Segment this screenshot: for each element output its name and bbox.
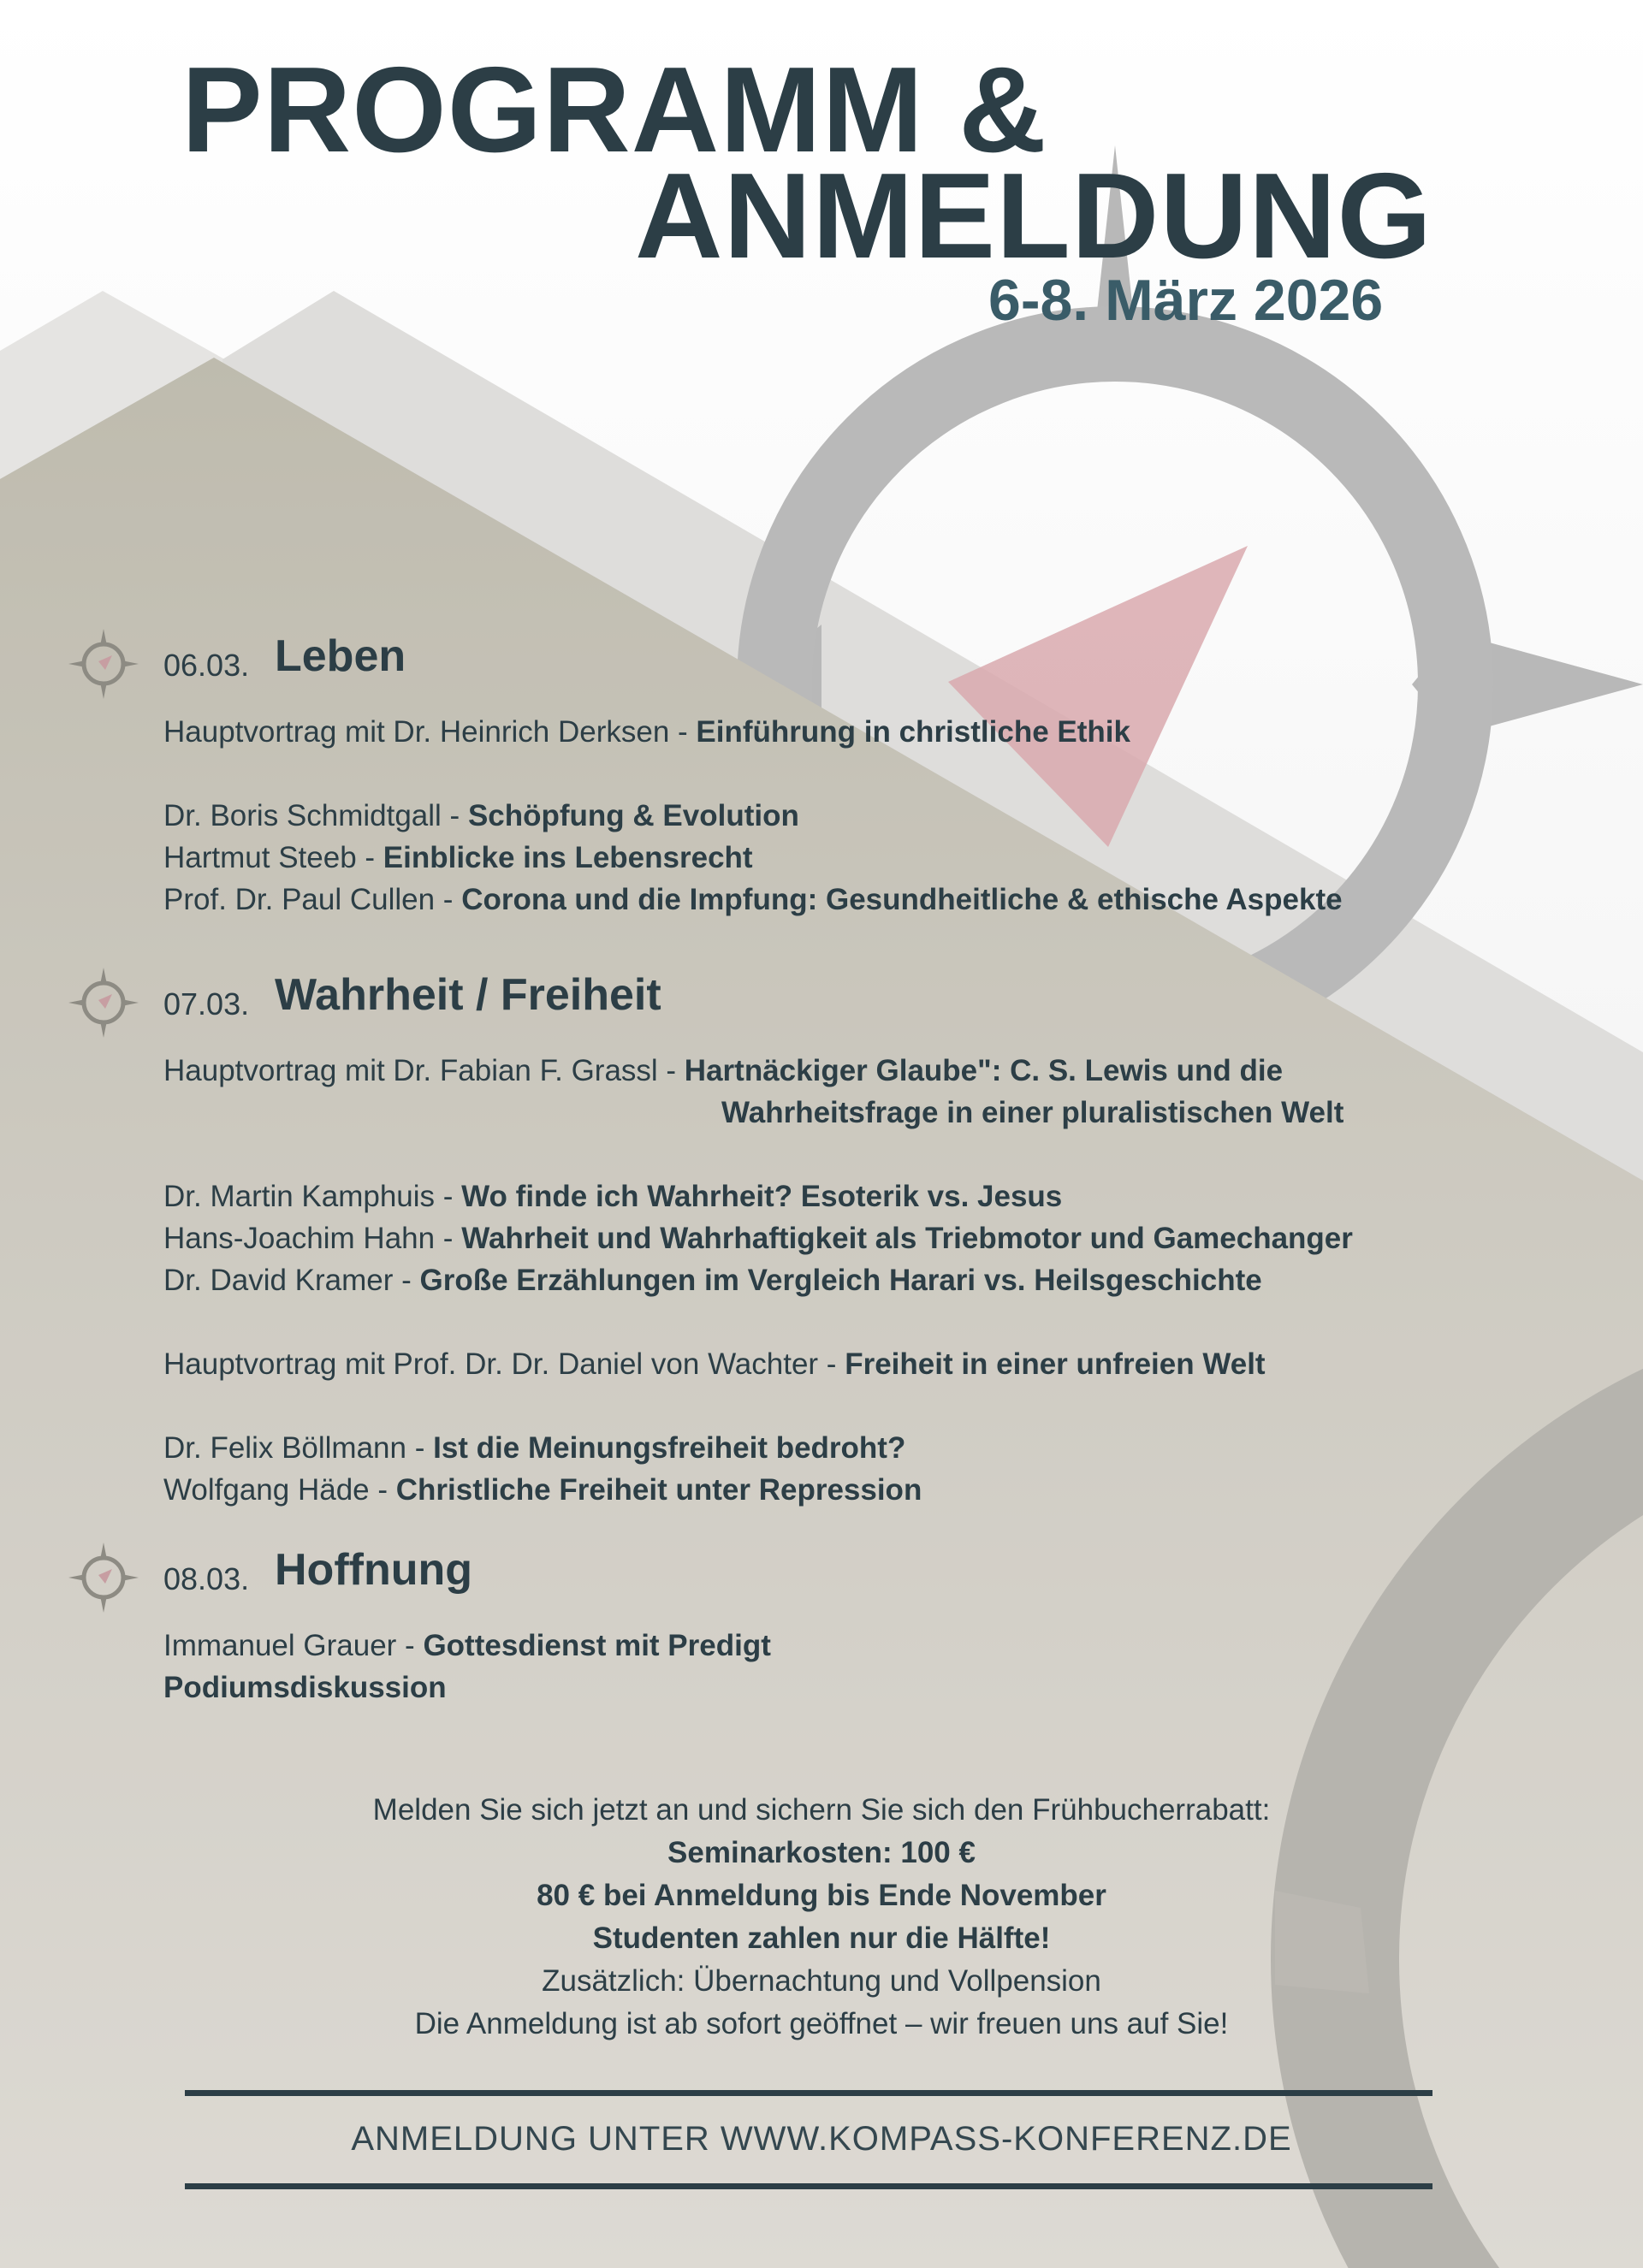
student-discount: Studenten zahlen nur die Hälfte!	[592, 1922, 1051, 1955]
compass-icon	[67, 966, 140, 1039]
seminar-item	[163, 1259, 1601, 1301]
seminar-cost: Seminarkosten: 100 €	[667, 1836, 976, 1869]
panel-item	[163, 1667, 1601, 1708]
speaker: Dr. Felix Böllmann -	[163, 1431, 434, 1465]
speaker: Hauptvortrag mit Dr. Heinrich Derksen -	[163, 715, 697, 749]
day-section-2	[67, 966, 1607, 1507]
talk-title: Schöpfung & Evolution	[467, 799, 799, 832]
talk-title: Freiheit in einer unfreien Welt	[845, 1347, 1266, 1381]
speaker: Wolfgang Häde -	[163, 1473, 396, 1507]
speaker: Hauptvortrag mit Prof. Dr. Dr. Daniel von Wachter -	[163, 1347, 845, 1381]
day-date: 08.03.	[163, 1561, 250, 1596]
event-dates: 6-8. März 2026	[988, 268, 1384, 333]
registration-open-note: Die Anmeldung ist ab sofort geöffnet – wir freuen uns auf Sie!	[414, 2007, 1229, 2040]
speaker: Hauptvortrag mit Dr. Fabian F. Grassl -	[163, 1054, 685, 1087]
speaker: Dr. Martin Kamphuis -	[163, 1180, 462, 1213]
service-item	[163, 1625, 1601, 1667]
speaker: Dr. David Kramer -	[163, 1264, 420, 1297]
keynote-item	[163, 1050, 1601, 1092]
day-title: Leben	[275, 631, 406, 681]
talk-title: Wo finde ich Wahrheit? Esoterik vs. Jesus	[461, 1180, 1063, 1213]
day-title: Hoffnung	[275, 1545, 473, 1595]
talk-list	[163, 711, 1601, 921]
seminar-item	[163, 1427, 1601, 1469]
keynote-item	[163, 711, 1601, 753]
page-title-line2: ANMELDUNG	[635, 148, 1432, 284]
talk-title: Einblicke ins Lebensrecht	[383, 841, 753, 874]
extras-note: Zusätzlich: Übernachtung und Vollpension	[542, 1964, 1101, 1998]
registration-link[interactable]: ANMELDUNG UNTER WWW.KOMPASS-KONFERENZ.DE	[351, 2120, 1292, 2158]
compass-icon	[67, 627, 140, 701]
talk-title: Wahrheit und Wahrhaftigkeit als Triebmotor und Gamechanger	[461, 1222, 1353, 1255]
talk-title: Wahrheitsfrage in einer pluralistischen Welt	[721, 1096, 1344, 1129]
talk-title: Große Erzählungen im Vergleich Harari vs. Heilsgeschichte	[419, 1264, 1262, 1297]
page-title-line1: PROGRAMM &	[181, 42, 1047, 178]
seminar-item	[163, 795, 1601, 837]
speaker: Dr. Boris Schmidtgall -	[163, 799, 468, 832]
registration-info	[0, 1789, 1643, 2046]
talk-title: Corona und die Impfung: Gesundheitliche & ethische Aspekte	[461, 883, 1343, 916]
talk-title: Gottesdienst mit Predigt	[423, 1629, 771, 1662]
divider-top	[185, 2090, 1432, 2096]
talk-title: Christliche Freiheit unter Repression	[395, 1473, 922, 1507]
day-date: 06.03.	[163, 648, 250, 683]
speaker: Immanuel Grauer -	[163, 1629, 424, 1662]
early-bird-price: 80 € bei Anmeldung bis Ende November	[537, 1879, 1106, 1912]
seminar-item	[163, 879, 1601, 921]
talk-title: Einführung in christliche Ethik	[696, 715, 1130, 749]
speaker: Hans-Joachim Hahn -	[163, 1222, 462, 1255]
day-section-1	[67, 627, 1607, 916]
speaker: Prof. Dr. Paul Cullen -	[163, 883, 462, 916]
day-date: 07.03.	[163, 986, 250, 1021]
compass-icon	[67, 1541, 140, 1614]
seminar-item	[163, 837, 1601, 879]
seminar-item	[163, 1217, 1601, 1259]
seminar-item	[163, 1469, 1601, 1511]
talk-title: Hartnäckiger Glaube": C. S. Lewis und die	[684, 1054, 1284, 1087]
day-title: Wahrheit / Freiheit	[275, 970, 661, 1020]
speaker: Hartmut Steeb -	[163, 841, 383, 874]
keynote-item	[163, 1343, 1601, 1385]
registration-intro: Melden Sie sich jetzt an und sichern Sie sich den Frühbucherrabatt:	[372, 1793, 1271, 1827]
day-section-3	[67, 1541, 1607, 1704]
talk-list	[163, 1625, 1601, 1708]
seminar-item	[163, 1175, 1601, 1217]
divider-bottom	[185, 2183, 1432, 2189]
talk-title: Podiumsdiskussion	[163, 1671, 447, 1704]
talk-list	[163, 1050, 1601, 1511]
keynote-title-continued	[163, 1092, 1601, 1134]
talk-title: Ist die Meinungsfreiheit bedroht?	[433, 1431, 906, 1465]
